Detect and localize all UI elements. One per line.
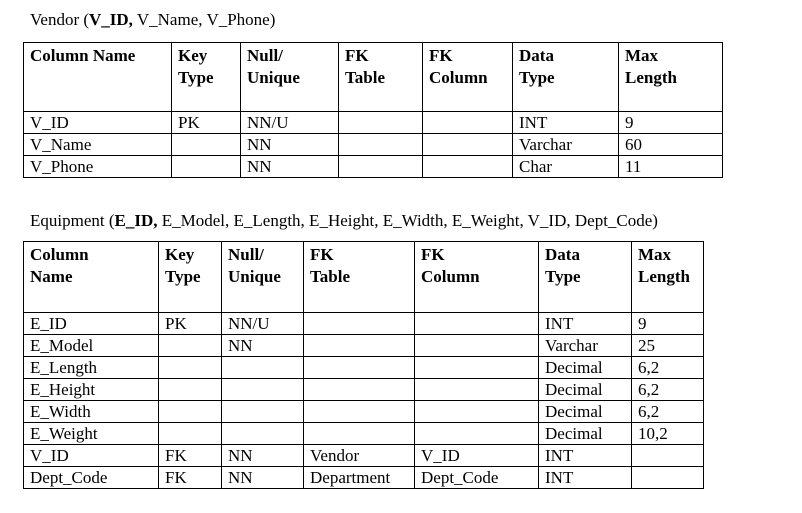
- equipment-table-cell: NN: [222, 467, 304, 489]
- equipment-table-cell: [632, 467, 704, 489]
- equipment-table-cell: [304, 401, 415, 423]
- equipment-header-text: Type: [165, 267, 201, 286]
- vendor-header-cell: [423, 43, 513, 112]
- vendor-header-text: Key: [178, 46, 208, 65]
- vendor-table-row: [24, 112, 723, 134]
- equipment-header-row: [24, 242, 704, 313]
- equipment-table-cell: [304, 423, 415, 445]
- vendor-table-cell: 9: [619, 112, 723, 134]
- vendor-table-cell: [423, 134, 513, 156]
- equipment-table-cell: Decimal: [539, 423, 632, 445]
- vendor-header-text: Max: [625, 46, 659, 65]
- equipment-header-cell: [415, 242, 539, 313]
- equipment-table-cell: PK: [159, 313, 222, 335]
- vendor-table-cell: NN: [241, 156, 339, 178]
- equipment-table-cell: [415, 379, 539, 401]
- equipment-table-cell: [415, 335, 539, 357]
- equipment-table-cell: Dept_Code: [415, 467, 539, 489]
- vendor-body: [24, 112, 723, 178]
- vendor-header-text: Type: [519, 68, 555, 87]
- vendor-header-cell: [241, 43, 339, 112]
- equipment-table-cell: [222, 423, 304, 445]
- equipment-table-row: [24, 357, 704, 379]
- equipment-table-cell: E_Model: [24, 335, 159, 357]
- vendor-table-cell: 11: [619, 156, 723, 178]
- equipment-table-row: [24, 423, 704, 445]
- vendor-table-cell: V_Name: [24, 134, 172, 156]
- equipment-header-text: Column: [30, 245, 89, 264]
- equipment-table-cell: Decimal: [539, 357, 632, 379]
- equipment-header-text: Table: [310, 267, 351, 286]
- vendor-table-cell: [339, 112, 423, 134]
- equipment-header-text: FK: [421, 245, 445, 264]
- equipment-header-text: Unique: [228, 267, 281, 286]
- equipment-table-cell: [159, 335, 222, 357]
- vendor-table-cell: V_Phone: [24, 156, 172, 178]
- equipment-table-cell: Vendor: [304, 445, 415, 467]
- equipment-table-row: [24, 335, 704, 357]
- vendor-header-text: Column Name: [30, 46, 136, 65]
- equipment-table-cell: [304, 335, 415, 357]
- equipment-table: [23, 241, 704, 489]
- equipment-header-text: Data: [545, 245, 580, 264]
- vendor-caption-rest: V_Name, V_Phone): [132, 10, 276, 29]
- equipment-header-cell: [632, 242, 704, 313]
- vendor-header-text: FK: [429, 46, 453, 65]
- equipment-caption-prefix: Equipment (: [30, 211, 115, 230]
- equipment-header-text: Column: [421, 267, 480, 286]
- vendor-header-text: Column: [429, 68, 488, 87]
- equipment-table-row: [24, 401, 704, 423]
- vendor-header-cell: [339, 43, 423, 112]
- equipment-table-cell: [415, 423, 539, 445]
- equipment-table-cell: [222, 401, 304, 423]
- equipment-header-cell: [24, 242, 159, 313]
- equipment-table-cell: NN/U: [222, 313, 304, 335]
- equipment-header-cell: [304, 242, 415, 313]
- vendor-caption: [30, 10, 275, 30]
- vendor-header-cell: [619, 43, 723, 112]
- equipment-header-text: Null/: [228, 245, 264, 264]
- equipment-table-cell: E_Width: [24, 401, 159, 423]
- equipment-table-cell: 25: [632, 335, 704, 357]
- vendor-table-cell: [423, 156, 513, 178]
- vendor-header-cell: [172, 43, 241, 112]
- equipment-table-cell: NN: [222, 335, 304, 357]
- equipment-table-cell: E_Height: [24, 379, 159, 401]
- equipment-table-cell: INT: [539, 467, 632, 489]
- equipment-table-cell: Decimal: [539, 401, 632, 423]
- equipment-table-cell: 10,2: [632, 423, 704, 445]
- equipment-table-cell: FK: [159, 445, 222, 467]
- equipment-table-cell: Decimal: [539, 379, 632, 401]
- equipment-table-cell: [159, 379, 222, 401]
- vendor-table-cell: NN/U: [241, 112, 339, 134]
- vendor-table-cell: [339, 134, 423, 156]
- equipment-caption: [30, 211, 658, 231]
- vendor-table-cell: [339, 156, 423, 178]
- equipment-table-cell: 6,2: [632, 401, 704, 423]
- equipment-table-cell: E_Length: [24, 357, 159, 379]
- vendor-caption-prefix: Vendor (: [30, 10, 90, 29]
- vendor-header-text: Length: [625, 68, 677, 87]
- equipment-header-text: Length: [638, 267, 690, 286]
- vendor-table-cell: NN: [241, 134, 339, 156]
- equipment-table-row: [24, 467, 704, 489]
- equipment-table-cell: [304, 313, 415, 335]
- equipment-table-cell: [304, 357, 415, 379]
- equipment-table-cell: INT: [539, 313, 632, 335]
- equipment-table-cell: E_ID: [24, 313, 159, 335]
- equipment-table-cell: E_Weight: [24, 423, 159, 445]
- equipment-table-cell: 6,2: [632, 357, 704, 379]
- equipment-table-cell: [159, 357, 222, 379]
- vendor-table: [23, 42, 723, 178]
- equipment-table-cell: V_ID: [24, 445, 159, 467]
- equipment-table-cell: NN: [222, 445, 304, 467]
- equipment-header-text: Key: [165, 245, 195, 264]
- equipment-header-cell: [539, 242, 632, 313]
- equipment-table-cell: [222, 379, 304, 401]
- vendor-table-cell: INT: [513, 112, 619, 134]
- vendor-header-text: FK: [345, 46, 369, 65]
- equipment-table-cell: Department: [304, 467, 415, 489]
- vendor-header-cell: [24, 43, 172, 112]
- vendor-header-cell: [513, 43, 619, 112]
- vendor-table-row: [24, 134, 723, 156]
- equipment-table-cell: [632, 445, 704, 467]
- vendor-header-text: Data: [519, 46, 554, 65]
- equipment-table-row: [24, 313, 704, 335]
- equipment-header-text: Type: [545, 267, 581, 286]
- vendor-table-cell: PK: [172, 112, 241, 134]
- equipment-table-cell: Varchar: [539, 335, 632, 357]
- equipment-table-cell: [222, 357, 304, 379]
- equipment-table-cell: [159, 423, 222, 445]
- equipment-table-cell: INT: [539, 445, 632, 467]
- equipment-table-cell: V_ID: [415, 445, 539, 467]
- equipment-table-cell: 9: [632, 313, 704, 335]
- equipment-caption-rest: E_Model, E_Length, E_Height, E_Width, E_Weight, V_ID, Dept_Code): [157, 211, 658, 230]
- equipment-header-cell: [222, 242, 304, 313]
- vendor-header-row: [24, 43, 723, 112]
- equipment-table-row: [24, 445, 704, 467]
- vendor-table-cell: [172, 134, 241, 156]
- vendor-table-cell: [423, 112, 513, 134]
- vendor-table-cell: Varchar: [513, 134, 619, 156]
- equipment-header-text: Max: [638, 245, 672, 264]
- vendor-header-text: Unique: [247, 68, 300, 87]
- equipment-header-text: Name: [30, 267, 73, 286]
- vendor-table-cell: Char: [513, 156, 619, 178]
- equipment-table-cell: [159, 401, 222, 423]
- equipment-header-text: FK: [310, 245, 334, 264]
- vendor-table-cell: 60: [619, 134, 723, 156]
- equipment-caption-key: E_ID,: [114, 211, 158, 230]
- vendor-caption-key: V_ID,: [89, 10, 133, 29]
- vendor-header-text: Null/: [247, 46, 283, 65]
- equipment-table-cell: [415, 357, 539, 379]
- equipment-table-cell: [415, 313, 539, 335]
- vendor-table-cell: [172, 156, 241, 178]
- vendor-table-cell: V_ID: [24, 112, 172, 134]
- vendor-header-text: Table: [345, 68, 386, 87]
- equipment-header-cell: [159, 242, 222, 313]
- equipment-body: [24, 313, 704, 489]
- equipment-table-cell: [415, 401, 539, 423]
- equipment-table-cell: Dept_Code: [24, 467, 159, 489]
- vendor-table-row: [24, 156, 723, 178]
- equipment-table-row: [24, 379, 704, 401]
- equipment-table-cell: FK: [159, 467, 222, 489]
- vendor-header-text: Type: [178, 68, 214, 87]
- equipment-table-cell: [304, 379, 415, 401]
- equipment-table-cell: 6,2: [632, 379, 704, 401]
